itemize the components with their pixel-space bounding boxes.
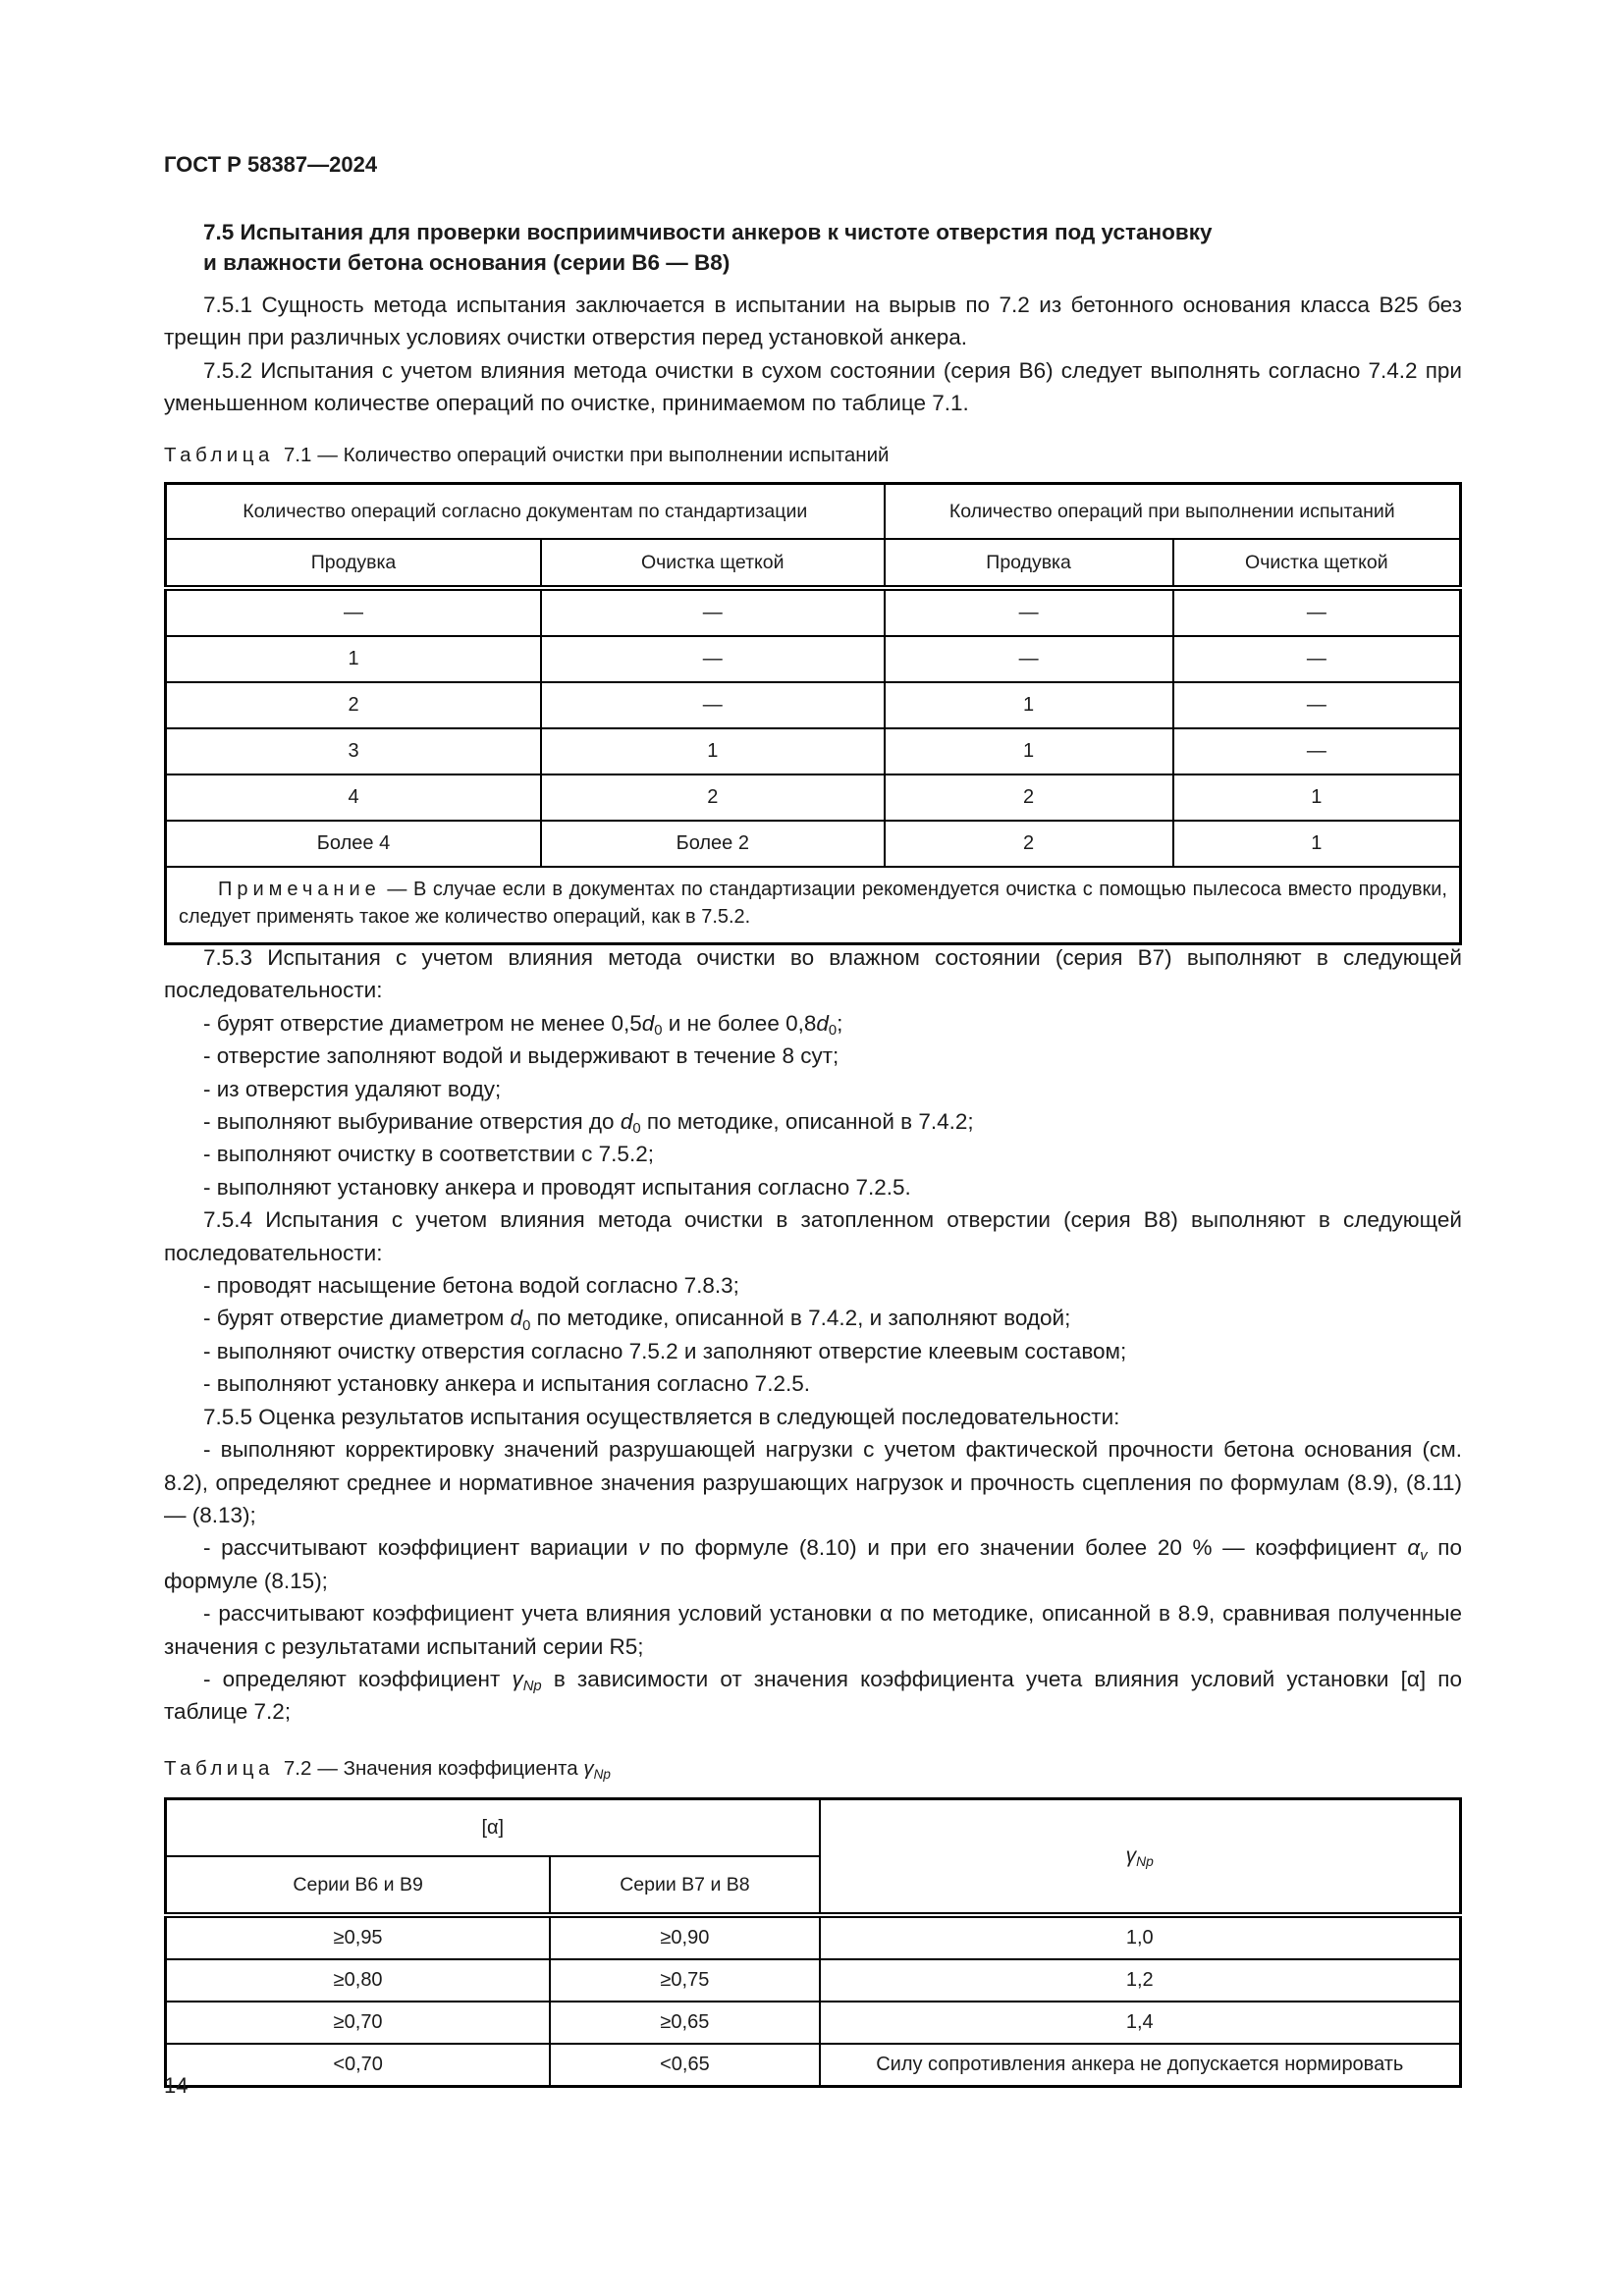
table-cell: Более 2 [541,821,885,867]
table-cell: 1 [885,728,1173,774]
table-caption-word: Таблица [164,1757,274,1780]
table-colgroup-testing: Количество операций при выполнении испытаний [885,484,1461,540]
table-cell: — [885,588,1173,636]
table-cell: — [1173,682,1461,728]
table-cell: 1,4 [820,2002,1461,2044]
table-row [166,1915,1461,1959]
paragraph-7-5-2: 7.5.2 Испытания с учетом влияния метода очистки в сухом состоянии (серия В6) следует выполнять согласно 7.4.2 при уменьшенном количестве операций по очистке, принимаемом по таблице 7.1. [164,357,1462,416]
table-subheader-cell: Продувка [166,539,542,588]
list-item: - выполняют установку анкера и проводят испытания согласно 7.2.5. [203,1174,911,1200]
table-subheader-cell: Серии В7 и В8 [550,1856,819,1915]
note-label: Примечание [218,879,381,900]
table-caption-number: 7.2 [283,1757,312,1780]
list-item: - рассчитывают коэффициент вариации ν по формуле (8.10) и при его значении более 20 % — коэффициент αv по формуле (8.15); [164,1535,1462,1593]
section-heading-line1: 7.5 Испытания для проверки восприимчивости анкеров к чистоте отверстия под установку [203,220,1213,244]
table-cell: 1,2 [820,1959,1461,2002]
table-cell: 1 [1173,821,1461,867]
table-caption-text: — Количество операций очистки при выполнении испытаний [317,444,890,466]
list-item: - бурят отверстие диаметром не менее 0,5d0 и не более 0,8d0; [203,1010,843,1040]
table-cell: — [541,682,885,728]
table-cell: <0,65 [550,2044,819,2087]
list-item: - выполняют выбуривание отверстия до d0 по методике, описанной в 7.4.2; [203,1109,974,1138]
table-row [166,2002,1461,2044]
table-cell: ≥0,90 [550,1915,819,1959]
table-caption-word: Таблица [164,444,274,466]
table-note-row [166,867,1461,944]
table-cell: 1 [1173,774,1461,821]
table-colgroup-standard: Количество операций согласно документам по стандартизации [166,484,885,540]
list-item: - бурят отверстие диаметром d0 по методике, описанной в 7.4.2, и заполняют водой; [203,1306,1071,1334]
table-row [166,588,1461,636]
table-subheader-cell: Серии В6 и В9 [166,1856,551,1915]
table-cell: — [1173,636,1461,682]
page-number: 14 [164,2073,189,2098]
table-row [166,682,1461,728]
list-item: - выполняют установку анкера и испытания согласно 7.2.5. [203,1371,810,1397]
table-cell: 1 [541,728,885,774]
table-cell: 2 [541,774,885,821]
table-cell: Силу сопротивления анкера не допускается нормировать [820,2044,1461,2087]
table-row [166,2044,1461,2087]
table-cell: 2 [885,774,1173,821]
table-cell: — [885,636,1173,682]
table-caption-number: 7.1 [283,444,312,466]
table-row [166,774,1461,821]
list-item: - отверстие заполняют водой и выдерживают в течение 8 сут; [203,1043,839,1069]
table-row [166,821,1461,867]
table-cell: 2 [885,821,1173,867]
table-cell: — [1173,588,1461,636]
paragraph-7-5-1: 7.5.1 Сущность метода испытания заключается в испытании на вырыв по 7.2 из бетонного основания класса В25 без трещин при различных условиях очистки отверстия перед установкой анкера. [164,293,1462,350]
table-row [166,728,1461,774]
table-cell: 3 [166,728,542,774]
table-cell: — [541,588,885,636]
table-cell: 1,0 [820,1915,1461,1959]
list-item: - рассчитывают коэффициент учета влияния условий установки α по методике, описанной в 8.9, сравнивая полученные значения с результатами испытаний серии R5; [164,1601,1462,1659]
intro-paragraphs [164,289,1462,420]
table-cell: 1 [166,636,542,682]
table-cell: 4 [166,774,542,821]
table-subheader-row [166,539,1461,588]
table-row [166,636,1461,682]
section-heading-line2: и влажности бетона основания (серии В6 — В8) [203,250,731,275]
paragraph-7-5-5: 7.5.5 Оценка результатов испытания осуществляется в следующей последовательности: [203,1404,1120,1429]
list-item: - определяют коэффициент γNp в зависимости от значения коэффициента учета влияния условий установки [α] по таблице 7.2; [164,1666,1462,1725]
table-7-1 [164,482,1462,945]
table-cell: — [541,636,885,682]
list-item: - проводят насыщение бетона водой согласно 7.8.3; [203,1273,739,1299]
list-item: - выполняют очистку в соответствии с 7.5.2; [203,1142,654,1167]
table-7-2-caption [164,1757,1462,1781]
table-subheader-cell: Очистка щеткой [1173,539,1461,588]
table-gamma-header: γNp [820,1799,1461,1916]
table-header-row [166,484,1461,540]
note-text: — В случае если в документах по стандартизации рекомендуется очистка с помощью пылесоса вместо продувки, следует применять такое же количество операций, как в 7.5.2. [179,879,1447,928]
running-header: ГОСТ Р 58387—2024 [164,152,378,177]
table-cell: — [166,588,542,636]
section-heading [203,217,1470,278]
list-item: - из отверстия удаляют воду; [203,1076,502,1101]
table-caption-text: — Значения коэффициента γNp [317,1757,611,1783]
table-subheader-cell: Продувка [885,539,1173,588]
table-cell: ≥0,80 [166,1959,551,2002]
table-cell: <0,70 [166,2044,551,2087]
table-cell: ≥0,65 [550,2002,819,2044]
body-paragraphs [164,941,1462,1729]
paragraph-7-5-3: 7.5.3 Испытания с учетом влияния метода очистки во влажном состоянии (серия В7) выполняют в следующей последовательности: [164,945,1462,1003]
table-7-2 [164,1797,1462,2088]
table-cell: — [1173,728,1461,774]
table-row [166,1959,1461,2002]
table-subheader-cell: Очистка щеткой [541,539,885,588]
table-cell: ≥0,95 [166,1915,551,1959]
table-cell: 2 [166,682,542,728]
paragraph-7-5-4: 7.5.4 Испытания с учетом влияния метода очистки в затопленном отверстии (серия В8) выполняют в следующей последовательности: [164,1207,1462,1265]
table-cell: 1 [885,682,1173,728]
table-cell: ≥0,75 [550,1959,819,2002]
table-7-1-caption [164,444,1462,467]
list-item: - выполняют корректировку значений разрушающей нагрузки с учетом фактической прочности бетона основания (см. 8.2), определяют среднее и нормативное значения разрушающих нагрузок и прочность сцепления по формулам (8.9), (8.11) — (8.13); [164,1437,1462,1527]
table-note-cell [166,867,1461,944]
list-item: - выполняют очистку отверстия согласно 7.5.2 и заполняют отверстие клеевым составом; [203,1338,1127,1363]
table-cell: ≥0,70 [166,2002,551,2044]
table-cell: Более 4 [166,821,542,867]
table-alpha-header: [α] [166,1799,820,1857]
table-header-row [166,1799,1461,1857]
